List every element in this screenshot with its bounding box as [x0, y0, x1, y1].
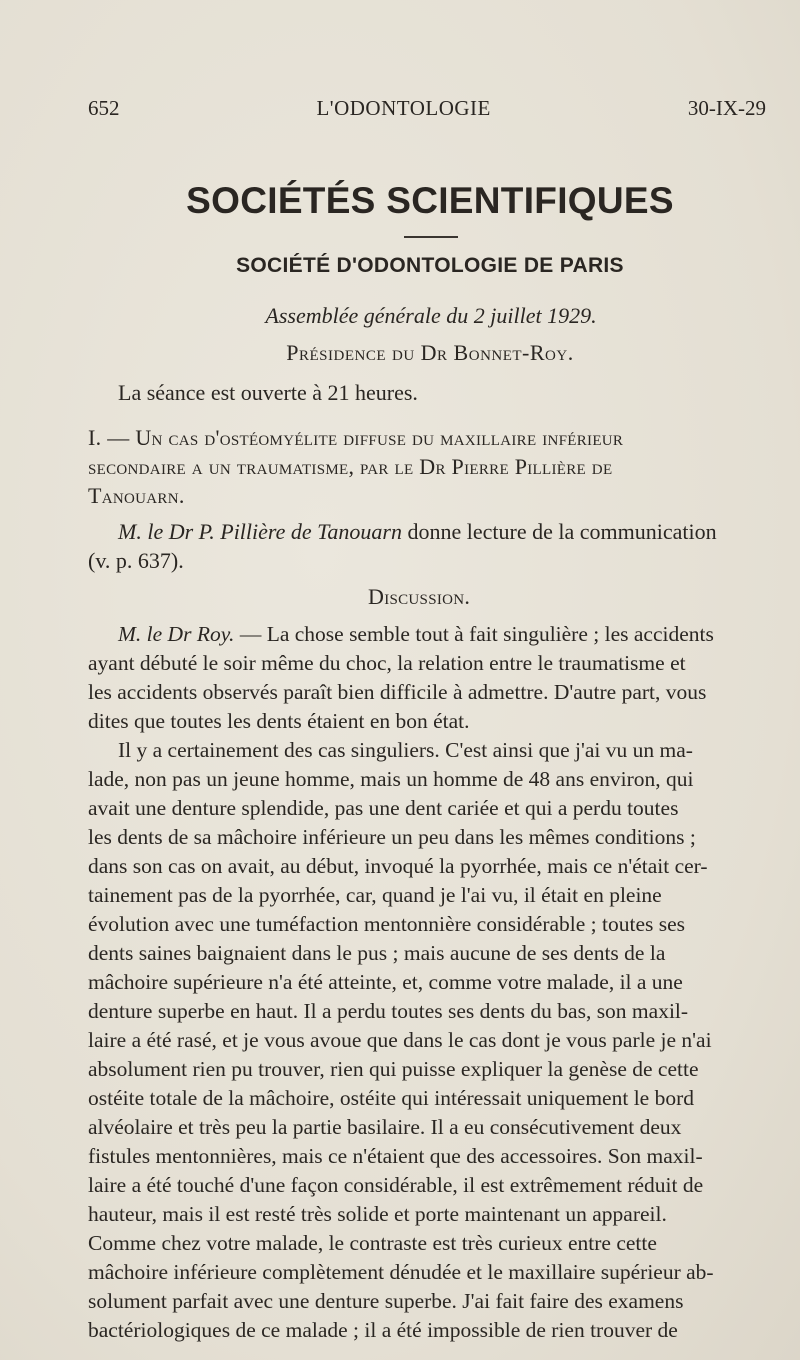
issue-date: 30-IX-29: [687, 96, 766, 120]
text-line: lade, non pas un jeune homme, mais un homme de 48 ans environ, qui: [88, 767, 694, 791]
title-rule: [404, 236, 458, 238]
text-line: alvéolaire et très peu la partie basilaire. Il a eu consécutivement deux: [88, 1115, 682, 1139]
discussion-speaker: M. le Dr Roy.: [118, 622, 235, 646]
text-line: les accidents observés paraît bien difficile à admettre. D'autre part, vous: [88, 680, 707, 704]
text-line: les dents de sa mâchoire inférieure un peu dans les mêmes conditions ;: [88, 825, 696, 849]
text-line: mâchoire inférieure complètement dénudée et le maxillaire supérieur ab-: [88, 1260, 714, 1284]
text-line: denture superbe en haut. Il a perdu toutes ses dents du bas, son maxil-: [88, 999, 689, 1023]
reading-rest: donne lecture de la communication: [401, 519, 717, 544]
text-line: fistules mentonnières, mais ce n'étaient que des accessoires. Son maxil-: [88, 1144, 703, 1168]
presidency-line: Présidence du Dr Bonnet-Roy.: [286, 340, 574, 365]
meeting-line: Assemblée générale du 2 juillet 1929.: [265, 303, 597, 328]
text-line: M. le Dr Roy. — La chose semble tout à fait singulière ; les accidents: [118, 622, 714, 646]
text-line: tainement pas de la pyorrhée, car, quand je l'ai vu, il était en pleine: [88, 883, 662, 907]
text-line: dites que toutes les dents étaient en bon état.: [88, 709, 470, 733]
text-line: hauteur, mais il est resté très solide et porte maintenant un appareil.: [88, 1202, 667, 1226]
text-line: laire a été rasé, et je vous avoue que dans le cas dont je vous parle je n'ai: [88, 1028, 712, 1052]
text-line: avait une denture splendide, pas une dent cariée et qui a perdu toutes: [88, 796, 679, 820]
text-line: dents saines baignaient dans le pus ; mais aucune de ses dents de la: [88, 941, 666, 965]
text-line: laire a été touché d'une façon considérable, il est extrêmement réduit de: [88, 1173, 704, 1197]
reading-line: [118, 519, 717, 545]
item-title-line-1: I. — Un cas d'ostéomyélite diffuse du maxillaire inférieur: [88, 425, 624, 450]
reading-line-2: (v. p. 637).: [88, 548, 184, 573]
reading-speaker: M. le Dr P. Pillière de Tanouarn: [118, 519, 402, 544]
item-title-line-3: Tanouarn.: [88, 483, 185, 508]
running-head: [88, 96, 766, 121]
text-line: absolument rien pu trouver, rien qui puisse expliquer la genèse de cette: [88, 1057, 699, 1081]
text-line: dans son cas on avait, au début, invoqué la pyorrhée, mais ce n'était cer-: [88, 854, 708, 878]
society-title: SOCIÉTÉ D'ODONTOLOGIE DE PARIS: [236, 254, 624, 277]
text-line: évolution avec une tuméfaction mentonnière considérable ; toutes ses: [88, 912, 686, 936]
text-line: Il y a certainement des cas singuliers. C'est ainsi que j'ai vu un ma-: [118, 738, 693, 762]
text-line: Comme chez votre malade, le contraste est très curieux entre cette: [88, 1231, 657, 1255]
journal-name: L'ODONTOLOGIE: [316, 96, 491, 120]
text-line: ostéite totale de la mâchoire, ostéite qui intéressait uniquement le bord: [88, 1086, 694, 1110]
item-title-line-2: secondaire a un traumatisme, par le Dr Pierre Pillière de: [88, 454, 613, 479]
text-line: solument parfait avec une denture superbe. J'ai fait faire des examens: [88, 1289, 684, 1313]
page-number: 652: [88, 96, 120, 120]
text-line: bactériologiques de ce malade ; il a été impossible de rien trouver de: [88, 1318, 678, 1342]
opening-line: La séance est ouverte à 21 heures.: [118, 380, 418, 405]
text-line: ayant débuté le soir même du choc, la relation entre le traumatisme et: [88, 651, 686, 675]
text-line: mâchoire supérieure n'a été atteinte, et, comme votre malade, il a une: [88, 970, 683, 994]
discussion-heading: Discussion.: [368, 584, 471, 609]
section-title: SOCIÉTÉS SCIENTIFIQUES: [186, 180, 674, 221]
